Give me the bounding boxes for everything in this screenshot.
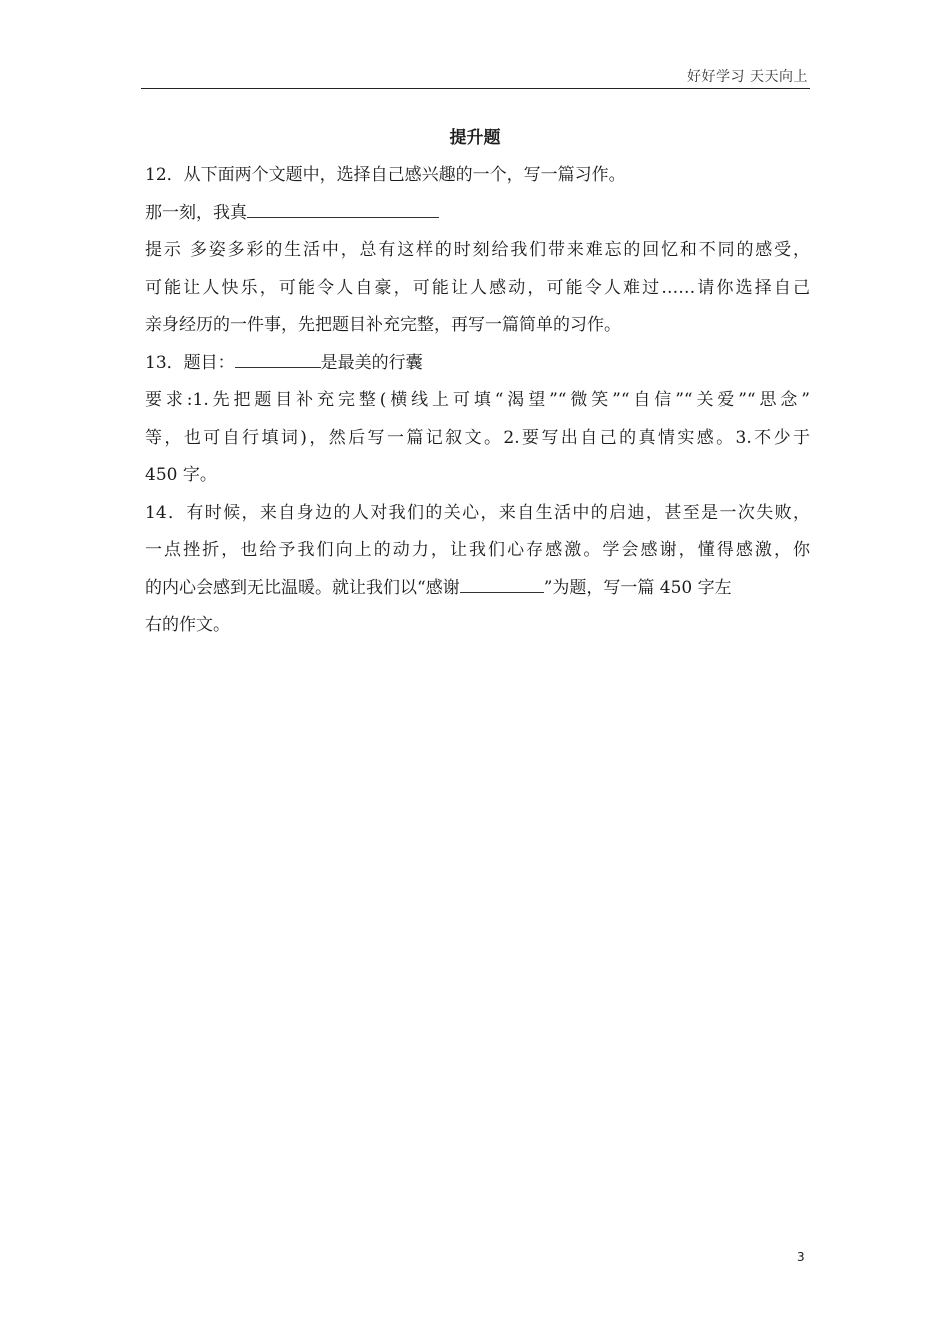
- question-14: [145, 495, 810, 645]
- q12-hint-line-1: 提示 多姿多彩的生活中，总有这样的时刻给我们带来难忘的回忆和不同的感受，: [145, 240, 810, 260]
- page-header-text: 好好学习 天天向上: [687, 69, 808, 85]
- q12-title-prefix: 那一刻，我真: [145, 202, 247, 223]
- section-title: 提升题: [449, 128, 501, 148]
- q13-requirement-line-3: 450 字。: [145, 465, 217, 485]
- q12-title-blank: [247, 203, 439, 218]
- q12-hint-line-3: 亲身经历的一件事，先把题目补充完整，再写一篇简单的习作。: [145, 315, 621, 335]
- question-12: [145, 157, 810, 345]
- q14-line-1: 14．有时候，来自身边的人对我们的关心，来自生活中的启迪，甚至是一次失败，: [145, 502, 810, 523]
- document-body: [145, 157, 810, 645]
- q14-title-blank: [460, 578, 544, 593]
- q14-line-4: 右的作文。: [145, 615, 230, 635]
- q14-line-3: [145, 570, 810, 608]
- q14-line-3-prefix: 的内心会感到无比温暖。就让我们以“感谢: [145, 577, 460, 598]
- q13-title-blank: [235, 353, 321, 368]
- page-number: 3: [797, 1250, 805, 1264]
- q14-line-2: 一点挫折，也给予我们向上的动力，让我们心存感激。学会感谢，懂得感激，你: [145, 540, 810, 560]
- header-rule: [141, 88, 810, 89]
- q12-title-line: [145, 195, 810, 233]
- q12-hint-line-2: 可能让人快乐，可能令人自豪，可能让人感动，可能令人难过……请你选择自己: [145, 277, 810, 298]
- q13-title-line: [145, 345, 810, 383]
- q12-prompt: 12．从下面两个文题中，选择自己感兴趣的一个，写一篇习作。: [145, 165, 626, 185]
- q14-line-3-suffix: ”为题，写一篇 450 字左: [543, 577, 732, 598]
- question-13: [145, 345, 810, 495]
- q13-requirement-line-2: 等，也可自行填词)，然后写一篇记叙文。2.要写出自己的真情实感。3.不少于: [145, 427, 810, 448]
- q13-prefix: 13．题目：: [145, 352, 235, 373]
- q13-suffix: 是最美的行囊: [320, 352, 423, 373]
- q13-requirement-line-1: 要求:1.先把题目补充完整(横线上可填“渴望”“微笑”“自信”“关爱”“思念”: [145, 390, 810, 410]
